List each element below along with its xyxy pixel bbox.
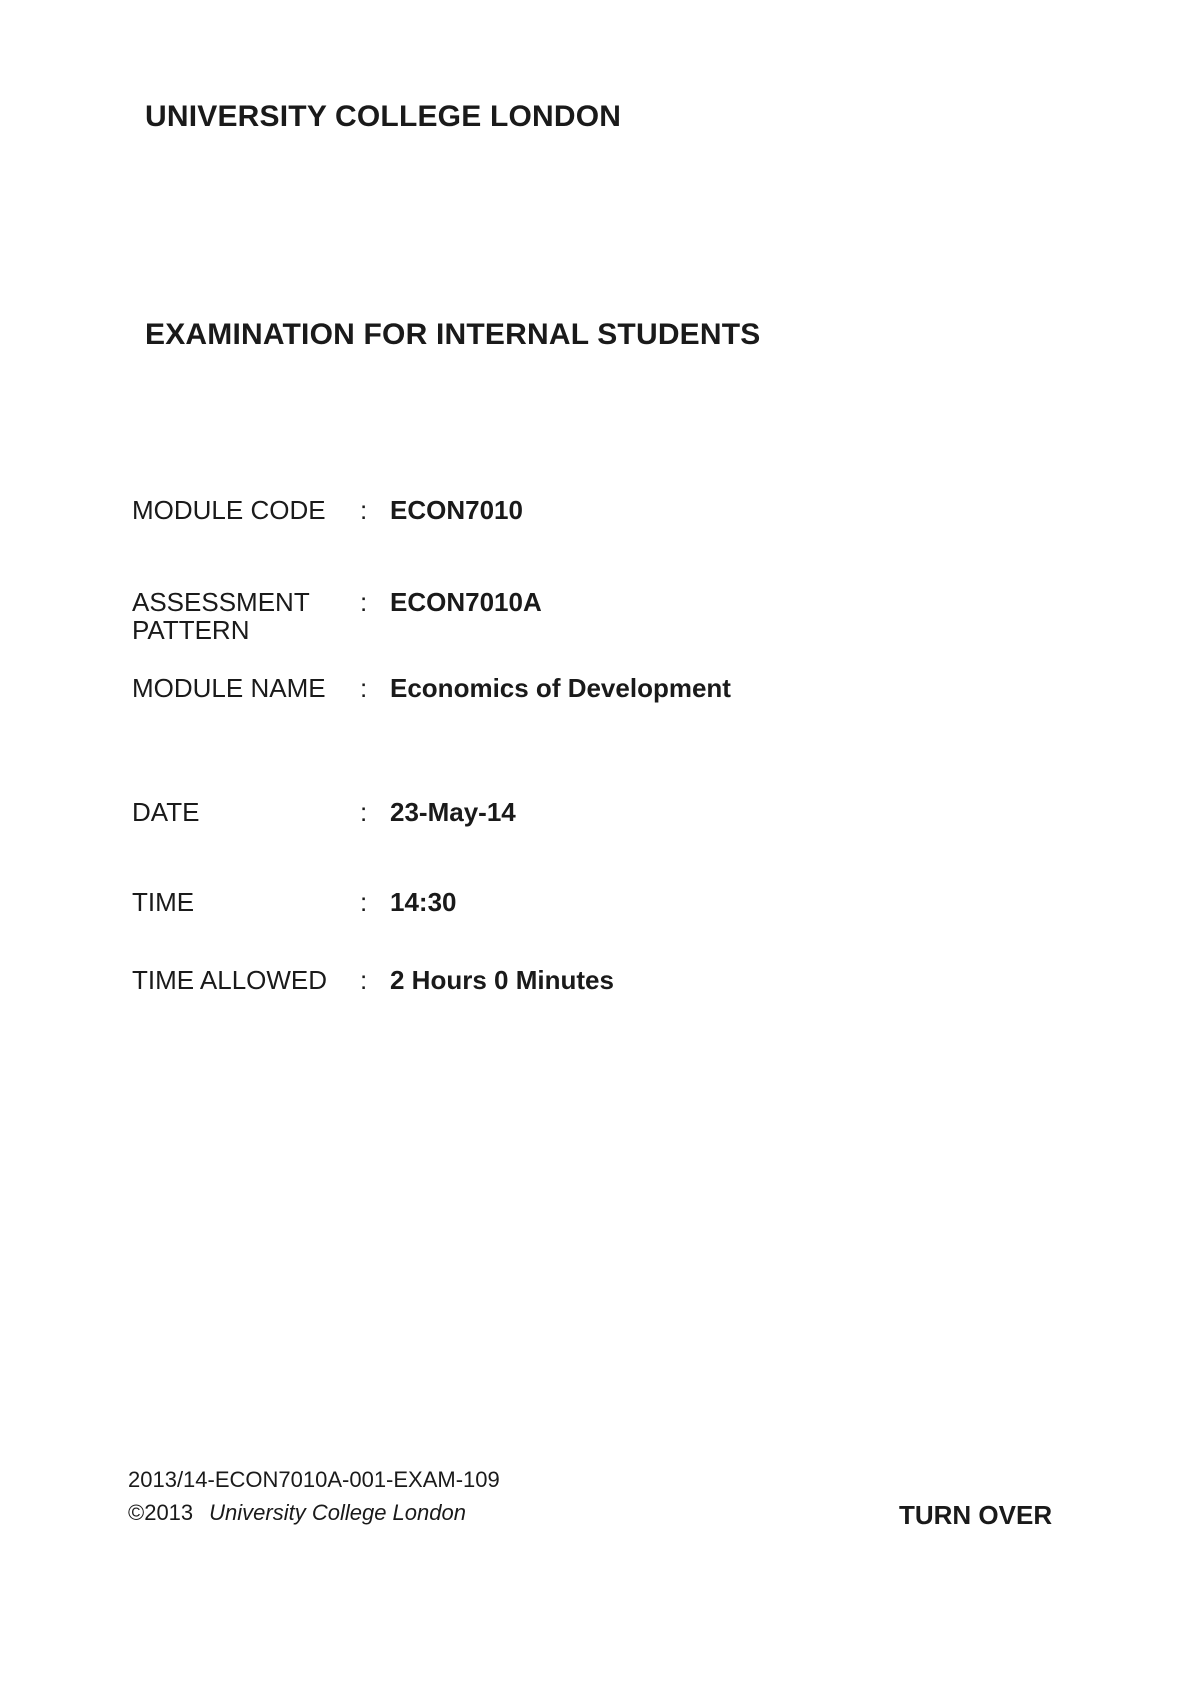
module-code-label: MODULE CODE [132, 495, 326, 525]
assessment-pattern-label [132, 588, 352, 644]
module-name-value: Economics of Development [390, 673, 731, 703]
assessment-pattern-label-line2: PATTERN [132, 615, 250, 645]
assessment-pattern-value: ECON7010A [390, 587, 542, 617]
copyright-owner: University College London [209, 1500, 466, 1525]
time-allowed-label: TIME ALLOWED [132, 965, 328, 995]
exam-reference-code: 2013/14-ECON7010A-001-EXAM-109 [128, 1467, 500, 1492]
exam-title: EXAMINATION FOR INTERNAL STUDENTS [145, 318, 761, 351]
date-label: DATE [132, 797, 200, 827]
separator-colon: : [360, 495, 368, 525]
separator-colon: : [360, 797, 368, 827]
time-value: 14:30 [390, 887, 457, 917]
copyright-year: ©2013 [128, 1500, 194, 1525]
assessment-pattern-label-line1: ASSESSMENT [132, 587, 310, 617]
date-value: 23-May-14 [390, 797, 516, 827]
module-code-value: ECON7010 [390, 495, 523, 525]
copyright-line [128, 1500, 466, 1526]
separator-colon: : [360, 587, 368, 617]
separator-colon: : [360, 965, 368, 995]
separator-colon: : [360, 673, 368, 703]
time-label: TIME [132, 887, 195, 917]
university-name: UNIVERSITY COLLEGE LONDON [145, 100, 622, 133]
time-allowed-value: 2 Hours 0 Minutes [390, 965, 614, 995]
turn-over-label: TURN OVER [899, 1500, 1053, 1530]
module-name-label: MODULE NAME [132, 673, 326, 703]
separator-colon: : [360, 887, 368, 917]
